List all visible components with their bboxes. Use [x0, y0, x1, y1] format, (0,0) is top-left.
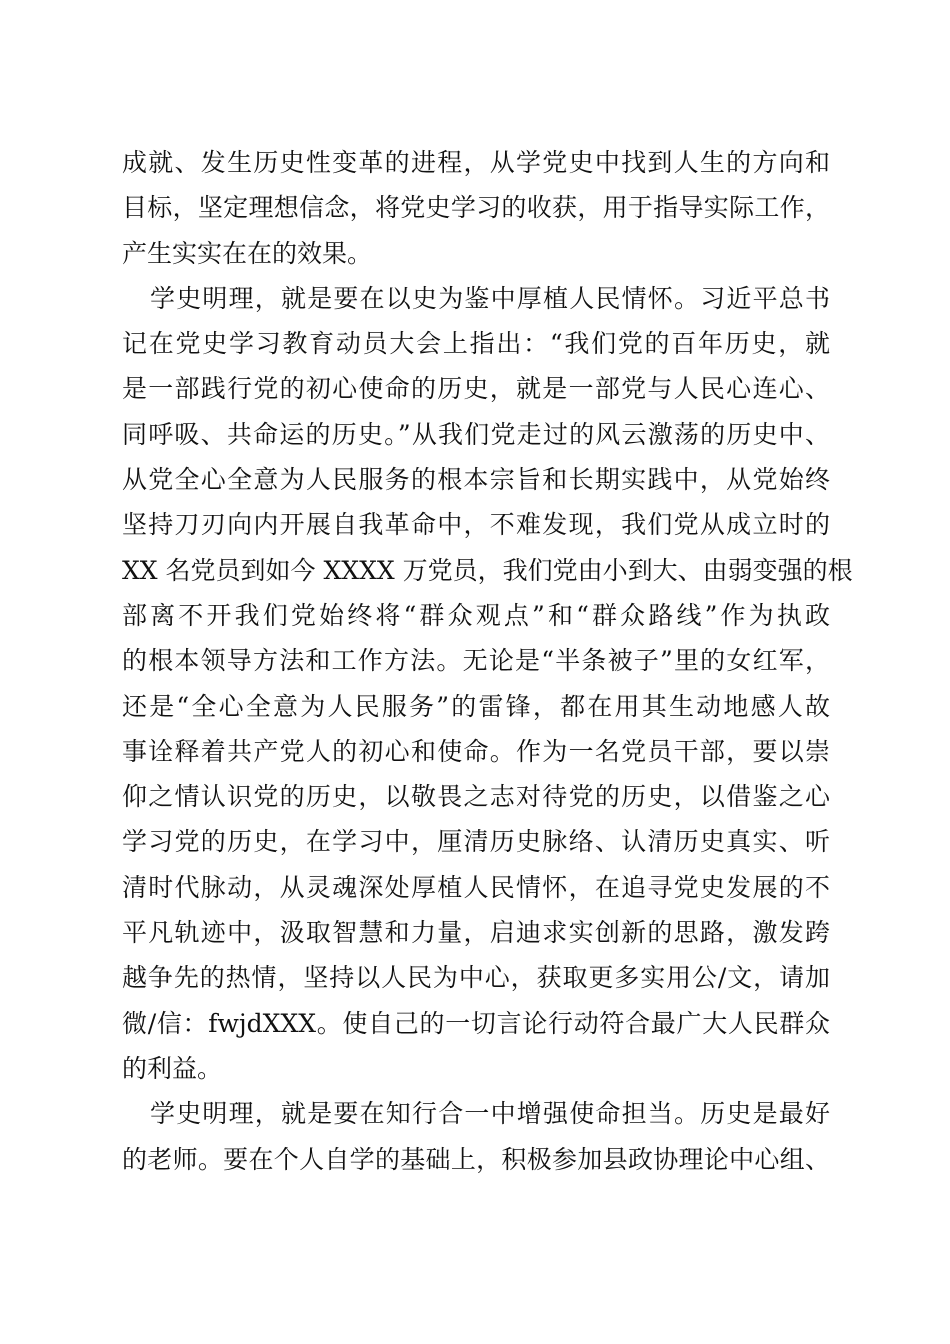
- text-line: 的根本领导方法和工作方法。无论是“半条被子”里的女红军，: [122, 646, 830, 676]
- document-page: [122, 140, 853, 1182]
- text-line: 微/信：fwjdXXX。使自己的一切言论行动符合最广大人民群众: [122, 1008, 830, 1038]
- paragraph: [122, 1091, 830, 1182]
- text-line: 的老师。要在个人自学的基础上，积极参加县政协理论中心组、: [122, 1144, 830, 1174]
- text-line: 学史明理，就是要在知行合一中增强使命担当。历史是最好: [150, 1099, 830, 1129]
- text-line: 的利益。: [122, 1053, 223, 1083]
- paragraph: [122, 140, 830, 276]
- text-line: 部离不开我们党始终将“群众观点”和“群众路线”作为执政: [122, 600, 830, 630]
- text-line: 目标，坚定理想信念，将党史学习的收获，用于指导实际工作，: [122, 193, 830, 223]
- text-line: 从党全心全意为人民服务的根本宗旨和长期实践中，从党始终: [122, 465, 830, 495]
- text-line: 学习党的历史，在学习中，厘清历史脉络、认清历史真实、听: [122, 827, 830, 857]
- text-line: 还是“全心全意为人民服务”的雷锋，都在用其生动地感人故: [122, 691, 830, 721]
- text-line: 事诠释着共产党人的初心和使命。作为一名党员干部，要以崇: [122, 736, 830, 766]
- text-line: 同呼吸、共命运的历史。”从我们党走过的风云激荡的历史中、: [122, 419, 830, 449]
- text-line: 产生实实在在的效果。: [122, 238, 373, 268]
- paragraph: [122, 276, 853, 1091]
- text-line: 成就、发生历史性变革的进程，从学党史中找到人生的方向和: [122, 148, 830, 177]
- text-line: 仰之情认识党的历史，以敬畏之志对待党的历史，以借鉴之心: [122, 782, 830, 812]
- text-line: 记在党史学习教育动员大会上指出：“我们党的百年历史，就: [122, 329, 830, 359]
- text-line: 清时代脉动，从灵魂深处厚植人民情怀，在追寻党史发展的不: [122, 872, 830, 902]
- text-line: 平凡轨迹中，汲取智慧和力量，启迪求实创新的思路，激发跨: [122, 918, 830, 948]
- text-line: XX 名党员到如今 XXXX 万党员，我们党由小到大、由弱变强的根: [122, 555, 853, 585]
- text-line: 越争先的热情，坚持以人民为中心，获取更多实用公/文，请加: [122, 963, 830, 993]
- text-line: 是一部践行党的初心使命的历史，就是一部党与人民心连心、: [122, 374, 830, 404]
- text-line: 坚持刀刃向内开展自我革命中，不难发现，我们党从成立时的: [122, 510, 830, 540]
- text-line: 学史明理，就是要在以史为鉴中厚植人民情怀。习近平总书: [150, 283, 830, 313]
